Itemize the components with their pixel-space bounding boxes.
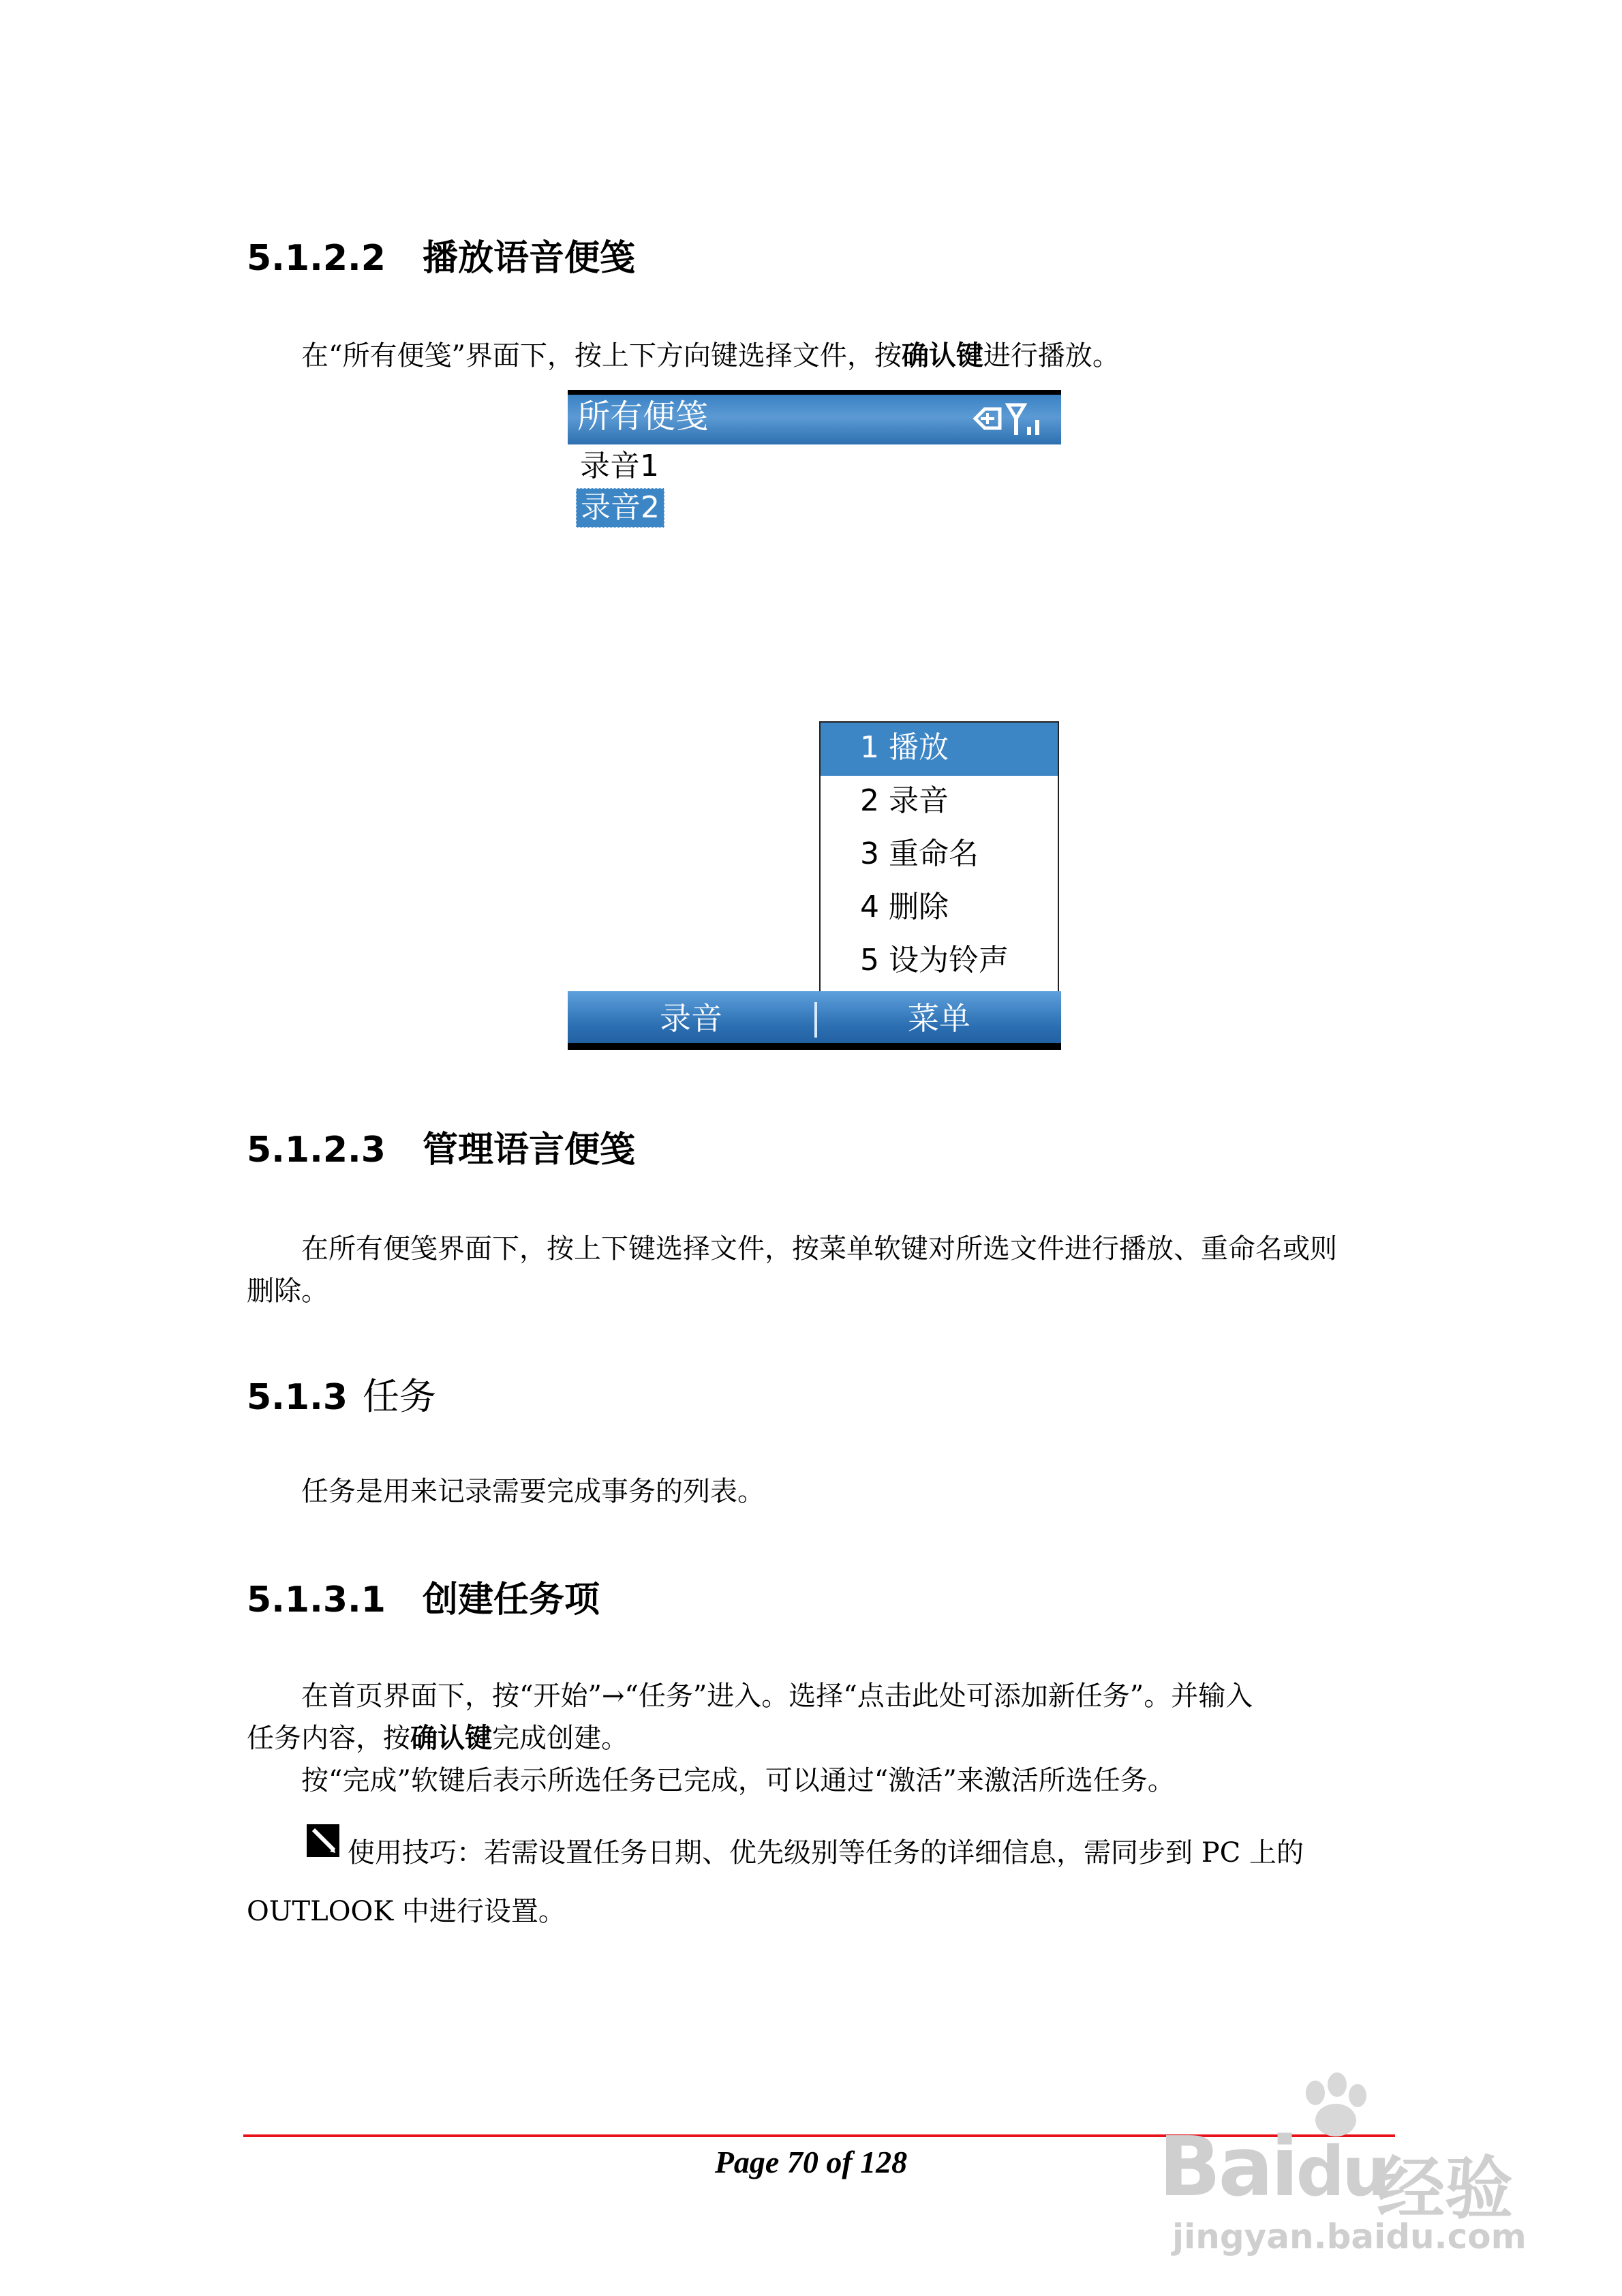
page-number: Page 70 of 128 [714,2145,908,2179]
paragraph-manage-line1: 在所有便笺界面下，按上下键选择文件，按菜单软键对所选文件进行播放、重命名或则 [301,1233,1337,1265]
phone-screenshot [568,390,1061,1050]
section-heading-5-1-3: 5.1.3 任务 [247,1375,436,1418]
status-icons [971,399,1046,435]
battery-signal-icon [971,399,1046,438]
tip-line1: 使用技巧：若需设置任务日期、优先级别等任务的详细信息，需同步到 PC 上的 [348,1837,1304,1869]
paragraph-manage-line2: 删除。 [247,1275,328,1307]
list-item[interactable]: 录音1 [580,449,659,483]
menu-item-delete[interactable]: 4 删除 [860,890,949,924]
softkey-left-button[interactable]: 录音 [660,1000,722,1037]
tip-line2: OUTLOOK 中进行设置。 [247,1896,566,1927]
section-heading-5-1-3-1: 5.1.3.1 创建任务项 [247,1580,600,1620]
list-item-selected[interactable]: 录音2 [576,488,664,528]
paragraph-play-note: 在“所有便笺”界面下，按上下方向键选择文件，按确认键进行播放。 [301,339,1120,372]
softkey-right-button[interactable]: 菜单 [908,1000,970,1037]
menu-item-record[interactable]: 2 录音 [860,783,949,818]
menu-item-set-ringtone[interactable]: 5 设为铃声 [860,943,1009,978]
softkey-bar [568,991,1061,1050]
paragraph-create-line2: 任务内容，按确认键完成创建。 [247,1722,628,1754]
section-heading-5-1-2-3: 5.1.2.3 管理语言便笺 [247,1130,636,1170]
softkey-bar-edge [568,1043,1061,1050]
section-heading-5-1-2-2: 5.1.2.2 播放语音便笺 [247,238,636,279]
pencil-icon [307,1824,339,1857]
phone-title: 所有便笺 [577,397,709,436]
baidu-watermark: Baidu 经验 jingyan.baidu.com [1159,2072,1540,2277]
paragraph-complete-task: 按“完成”软键后表示所选任务已完成，可以通过“激活”来激活所选任务。 [301,1765,1175,1796]
paragraph-tasks-intro: 任务是用来记录需要完成事务的列表。 [301,1476,765,1507]
context-menu [819,721,1059,991]
menu-item-rename[interactable]: 3 重命名 [860,836,979,871]
paragraph-create-line1: 在首页界面下，按“开始”→“任务”进入。选择“点击此处可添加新任务”。并输入 [301,1680,1253,1712]
menu-item-play[interactable]: 1 播放 [821,723,1058,776]
